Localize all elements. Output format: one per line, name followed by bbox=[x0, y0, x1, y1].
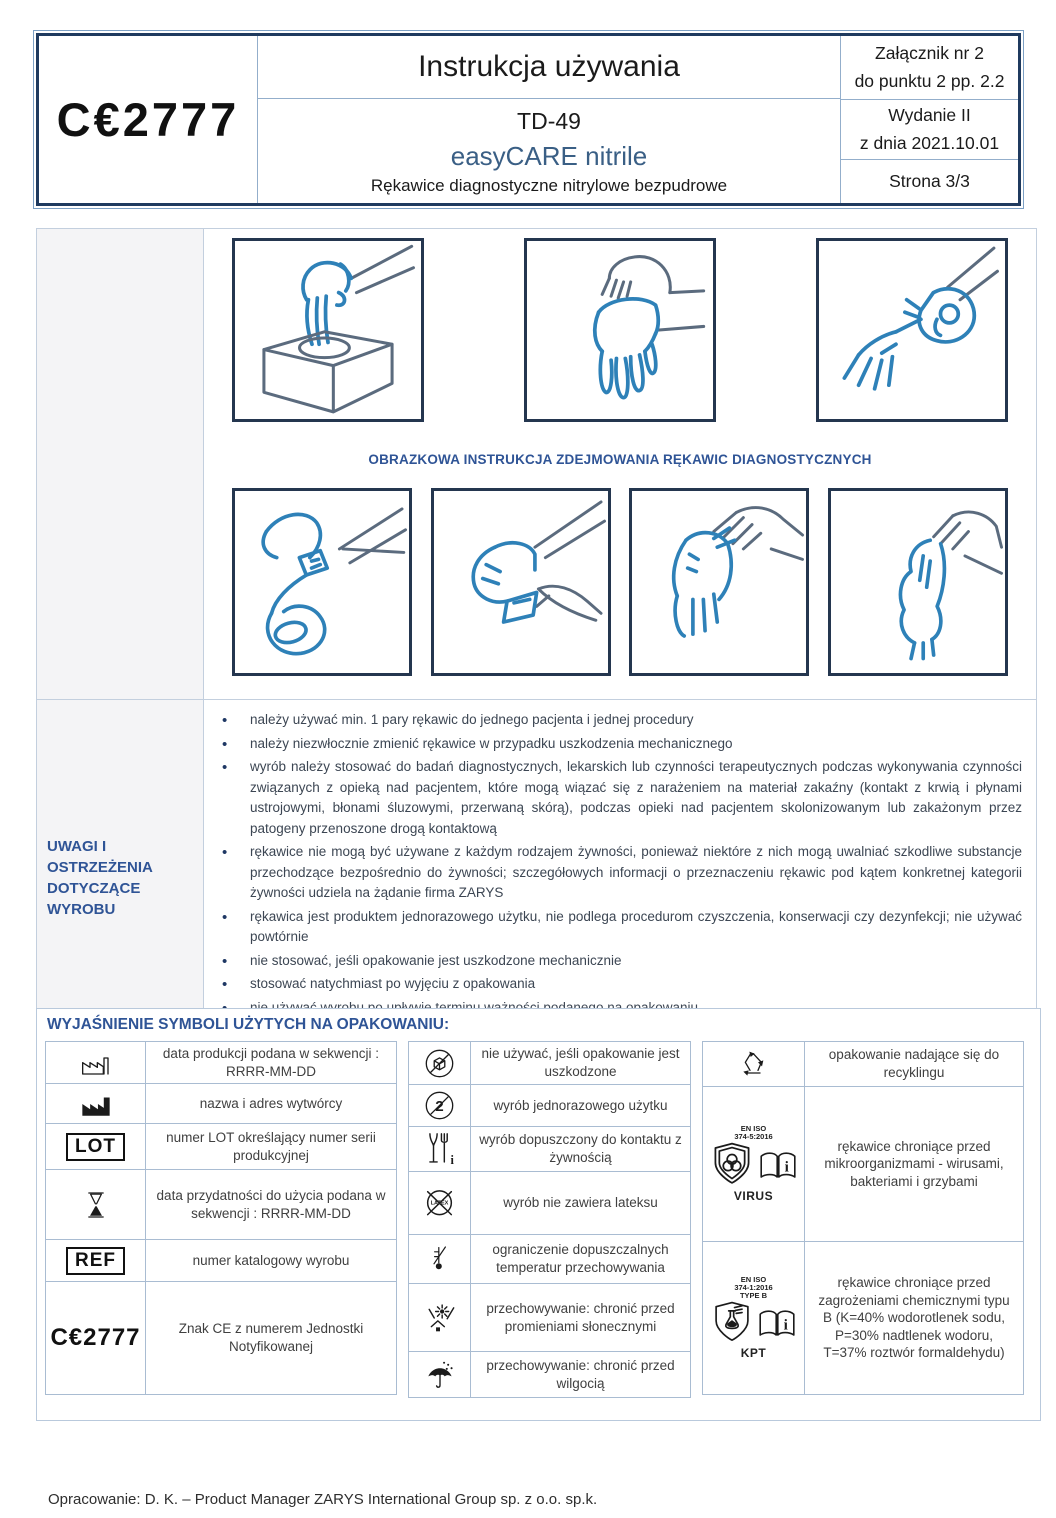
symbols-table-3 bbox=[702, 1041, 1024, 1395]
lot-label: LOT bbox=[66, 1133, 125, 1161]
symbol-description: wyrób jednorazowego użytku bbox=[471, 1085, 690, 1127]
annex-line-1: Załącznik nr 2 bbox=[875, 43, 984, 64]
lot-icon bbox=[46, 1124, 146, 1170]
pictogram-finger-under-cuff bbox=[629, 488, 809, 676]
warning-item: • rękawica jest produktem jednorazowego użytku, nie podlega procedurom czyszczenia, konserwacji czy dezynfekcji; nie używać powtórnie bbox=[204, 907, 1022, 948]
document-title: Instrukcja używania bbox=[258, 36, 840, 99]
product-name: easyCARE nitrile bbox=[450, 141, 648, 171]
pictogram-holding-removed-glove bbox=[828, 488, 1008, 676]
ce-2777-small: C€2777 bbox=[50, 1324, 141, 1351]
symbol-description: rękawice chroniące przed mikroorganizmami - wirusami, bakteriami i grzybami bbox=[805, 1087, 1023, 1242]
pictogram-glove-from-box bbox=[232, 238, 424, 422]
kpt-standard-line3: TYPE B bbox=[739, 1291, 768, 1301]
ce-mark-cell bbox=[39, 36, 258, 203]
pictograms-cell bbox=[204, 229, 1036, 700]
temperature-limit-icon bbox=[409, 1235, 471, 1284]
symbols-table-2 bbox=[408, 1041, 691, 1398]
symbol-description: rękawice chroniące przed zagrożeniami chemicznymi typu B (K=40% wodorotlenek sodu, P=30% nadtlenek wodoru, T=37% roztwór formaldehydu) bbox=[818, 1275, 1010, 1361]
latex-glyph: LATEX bbox=[430, 1200, 449, 1207]
kpt-standard-line1: EN ISO bbox=[740, 1274, 767, 1284]
symbol-description: przechowywanie: chronić przed promieniami słonecznymi bbox=[471, 1284, 690, 1352]
kpt-standard-line2: 374-1:2016 bbox=[734, 1282, 773, 1292]
edition-date: z dnia 2021.10.01 bbox=[859, 132, 1000, 153]
doffing-pictograms-row bbox=[232, 488, 1008, 676]
latex-free-icon bbox=[409, 1172, 471, 1235]
document-code: TD-49 bbox=[517, 108, 581, 134]
main-table bbox=[36, 228, 1037, 1057]
edition-info bbox=[841, 100, 1018, 160]
ref-label: REF bbox=[66, 1247, 125, 1275]
consult-ifu-info-glyph: i bbox=[784, 1158, 789, 1176]
symbol-description: data produkcji podana w sekwencji : RRRR-MM-DD bbox=[146, 1042, 396, 1084]
header-table bbox=[33, 30, 1024, 209]
warnings-list bbox=[204, 710, 1036, 1042]
ce-mark-icon bbox=[46, 1282, 146, 1394]
warnings-label: UWAGI I OSTRZEŻENIA DOTYCZĄCE WYROBU bbox=[47, 837, 153, 918]
pictogram-glove-peeled-over-fingers bbox=[431, 488, 611, 676]
symbol-description: nazwa i adres wytwórcy bbox=[146, 1084, 396, 1124]
edition: Wydanie II bbox=[888, 105, 971, 126]
virus-label: VIRUS bbox=[733, 1189, 774, 1204]
product-subtitle: Rękawice diagnostyczne nitrylowe bezpudrowe bbox=[370, 176, 728, 195]
warning-item: • nie stosować, jeśli opakowanie jest uszkodzone mechanicznie bbox=[204, 951, 1022, 972]
symbol-description: data przydatności do użycia podana w sekwencji : RRRR-MM-DD bbox=[146, 1170, 396, 1240]
warning-item: • należy niezwłocznie zmienić rękawice w przypadku uszkodzenia mechanicznego bbox=[204, 734, 1022, 755]
date-of-manufacture-icon bbox=[46, 1042, 146, 1084]
symbol-description: Znak CE z numerem Jednostki Notyfikowanej bbox=[178, 1321, 364, 1354]
keep-dry-icon bbox=[409, 1352, 471, 1397]
symbols-section bbox=[36, 1008, 1041, 1421]
symbol-description: przechowywanie: chronić przed wilgocią bbox=[486, 1357, 675, 1391]
symbol-description: numer katalogowy wyrobu bbox=[146, 1240, 396, 1282]
warning-item: • należy używać min. 1 pary rękawic do jednego pacjenta i jednej procedury bbox=[204, 710, 1022, 731]
keep-away-from-sunlight-icon bbox=[409, 1284, 471, 1352]
chemical-protection-icon bbox=[703, 1242, 805, 1394]
single-use-2-glyph: 2 bbox=[435, 1097, 444, 1115]
pictogram-caption: OBRAZKOWA INSTRUKCJA ZDEJMOWANIA RĘKAWIC DIAGNOSTYCZNYCH bbox=[368, 452, 872, 467]
symbol-description: numer LOT określający numer serii produkcyjnej bbox=[146, 1124, 396, 1170]
warning-item: • rękawice nie mogą być używane z każdym rodzajem żywności, ponieważ niektóre z nich mogą uwalniać szkodliwe substancje przechodzące bezpośrednio do żywności; szczegółowych informacji o przeznaczeniu rękawic pod kątem konkretnej kategorii żywności udziela na żądanie firma ZARYS bbox=[204, 842, 1022, 904]
virus-protection-icon bbox=[703, 1087, 805, 1242]
do-not-use-if-damaged-icon bbox=[409, 1042, 471, 1085]
pictogram-pinch-palm bbox=[232, 488, 412, 676]
virus-standard-line1: EN ISO bbox=[740, 1123, 767, 1133]
kpt-label: KPT bbox=[740, 1346, 767, 1361]
empty-left-cell bbox=[37, 229, 204, 700]
annex-info bbox=[841, 36, 1018, 100]
warnings-cell bbox=[204, 700, 1036, 1056]
symbol-description: opakowanie nadające się do recyklingu bbox=[805, 1042, 1023, 1087]
symbols-table-1 bbox=[45, 1041, 397, 1395]
virus-standard-line2: 374-5:2016 bbox=[734, 1132, 773, 1141]
warning-item: • wyrób należy stosować do badań diagnostycznych, lekarskich lub czynności terapeutycznych podczas wykonywania czynności związanych z opieką nad pacjentem, które mogą wiązać się z narażeniem na materiał zakaźny (kontakt z krwią i płynami ustrojowymi, błonami śluzowymi, przerwaną skórą), podczas opieki nad pacjentem skolonizowanym lub zakażonym przez patogeny przenoszone drogą kontaktową bbox=[204, 757, 1022, 839]
food-info-glyph: i bbox=[450, 1153, 454, 1168]
footer-credit: Opracowanie: D. K. – Product Manager ZARYS International Group sp. z o.o. sp.k. bbox=[48, 1491, 598, 1508]
ce-2777-mark: C€2777 bbox=[56, 93, 240, 146]
pictogram-pulling-glove-on bbox=[524, 238, 716, 422]
food-contact-icon bbox=[409, 1127, 471, 1172]
single-use-icon bbox=[409, 1085, 471, 1127]
annex-line-2: do punktu 2 pp. 2.2 bbox=[854, 70, 1005, 91]
symbol-description: ograniczenie dopuszczalnych temperatur przechowywania bbox=[471, 1235, 690, 1284]
symbol-description: wyrób dopuszczony do kontaktu z żywnością bbox=[471, 1127, 690, 1172]
warning-item: • stosować natychmiast po wyjęciu z opakowania bbox=[204, 974, 1022, 995]
page-number: Strona 3/3 bbox=[889, 171, 970, 191]
recyclable-packaging-icon bbox=[703, 1042, 805, 1087]
consult-ifu-info-glyph: i bbox=[783, 1316, 788, 1334]
ref-icon bbox=[46, 1240, 146, 1282]
donning-pictograms-row bbox=[232, 238, 1008, 422]
symbols-title: WYJAŚNIENIE SYMBOLI UŻYTYCH NA OPAKOWANIU: bbox=[47, 1016, 450, 1033]
warnings-label-cell bbox=[37, 700, 204, 1056]
symbol-description: nie używać, jeśli opakowanie jest uszkodzone bbox=[471, 1042, 690, 1085]
pictogram-pinching-cuff bbox=[816, 238, 1008, 422]
use-by-date-icon bbox=[46, 1170, 146, 1240]
symbol-description: wyrób nie zawiera lateksu bbox=[471, 1172, 690, 1235]
manufacturer-icon bbox=[46, 1084, 146, 1124]
